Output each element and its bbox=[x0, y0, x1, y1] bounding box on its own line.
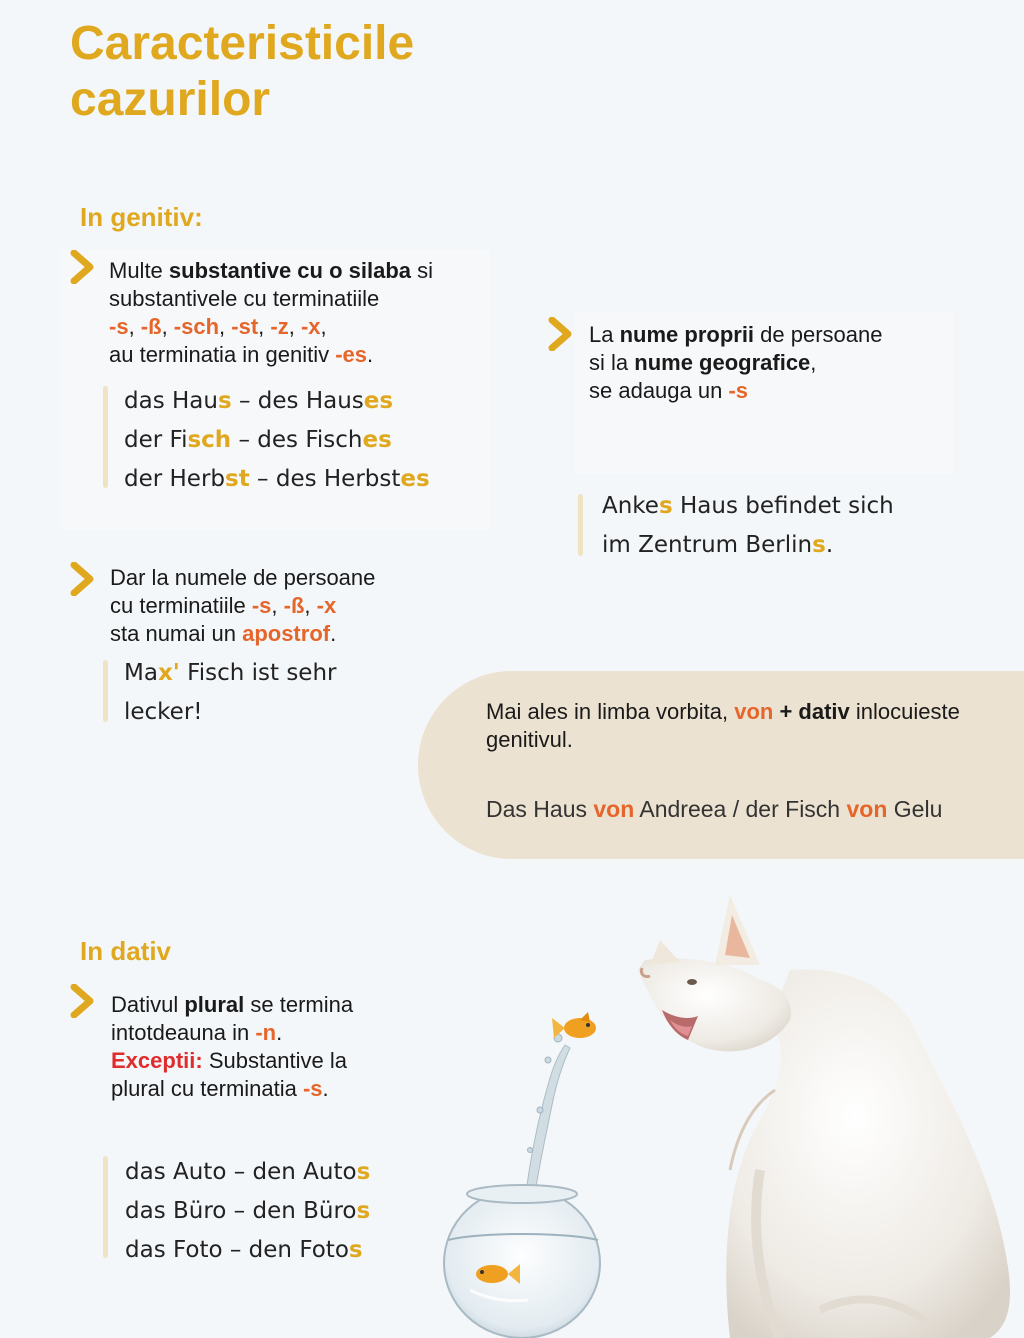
example-bar bbox=[103, 386, 108, 488]
dativ-examples bbox=[125, 1153, 370, 1270]
example-line: das Foto – den Fotos bbox=[125, 1237, 363, 1263]
callout-example: Das Haus von Andreea / der Fisch von Gelu bbox=[486, 796, 943, 822]
genitiv-examples-1 bbox=[124, 382, 430, 499]
genitiv-rule-3: La nume proprii de persoane si la nume geografice, se adauga un -s bbox=[589, 322, 883, 403]
example-bar bbox=[103, 660, 108, 722]
chevron-right-icon bbox=[548, 317, 574, 351]
genitiv-rule-2: Dar la numele de persoane cu terminatiile -s, -ß, -x sta numai un apostrof. bbox=[110, 565, 376, 646]
genitiv-rule-1: Multe substantive cu o silaba si substantivele cu terminatiile -s, -ß, -sch, -st, -z, -x, au terminatia in genitiv -es. bbox=[109, 258, 433, 367]
page-title bbox=[70, 16, 414, 128]
example-line: der Fisch – des Fisches bbox=[124, 427, 392, 453]
dativ-heading: In dativ bbox=[80, 936, 172, 966]
example-line: das Haus – des Hauses bbox=[124, 388, 394, 414]
example-line: das Büro – den Büros bbox=[125, 1198, 371, 1224]
title-line-1: Caracteristicile bbox=[70, 17, 415, 70]
water-splash bbox=[505, 1027, 573, 1200]
genitiv-heading: In genitiv: bbox=[80, 202, 203, 232]
cat-image bbox=[638, 895, 1010, 1338]
chevron-right-icon bbox=[70, 984, 96, 1018]
genitiv-example-3: Ankes Haus befindet sich im Zentrum Berlins. bbox=[602, 493, 894, 558]
example-bar bbox=[578, 494, 583, 556]
example-line: der Herbst – des Herbstes bbox=[124, 466, 430, 492]
genitiv-example-2: Max' Fisch ist sehr lecker! bbox=[124, 660, 337, 725]
fish-bowl bbox=[444, 1185, 600, 1338]
example-bar bbox=[103, 1156, 108, 1258]
cat-goldfish-illustration bbox=[430, 870, 1024, 1338]
chevron-right-icon bbox=[70, 250, 96, 284]
title-line-2: cazurilor bbox=[70, 73, 271, 126]
dativ-rule: Dativul plural se termina intotdeauna in -n. Exceptii: Substantive la plural cu terminatia -s. bbox=[111, 992, 354, 1101]
example-line: das Auto – den Autos bbox=[125, 1159, 371, 1185]
chevron-right-icon bbox=[70, 562, 96, 596]
callout-text: Mai ales in limba vorbita, von + dativ inlocuieste genitivul. bbox=[486, 699, 960, 752]
